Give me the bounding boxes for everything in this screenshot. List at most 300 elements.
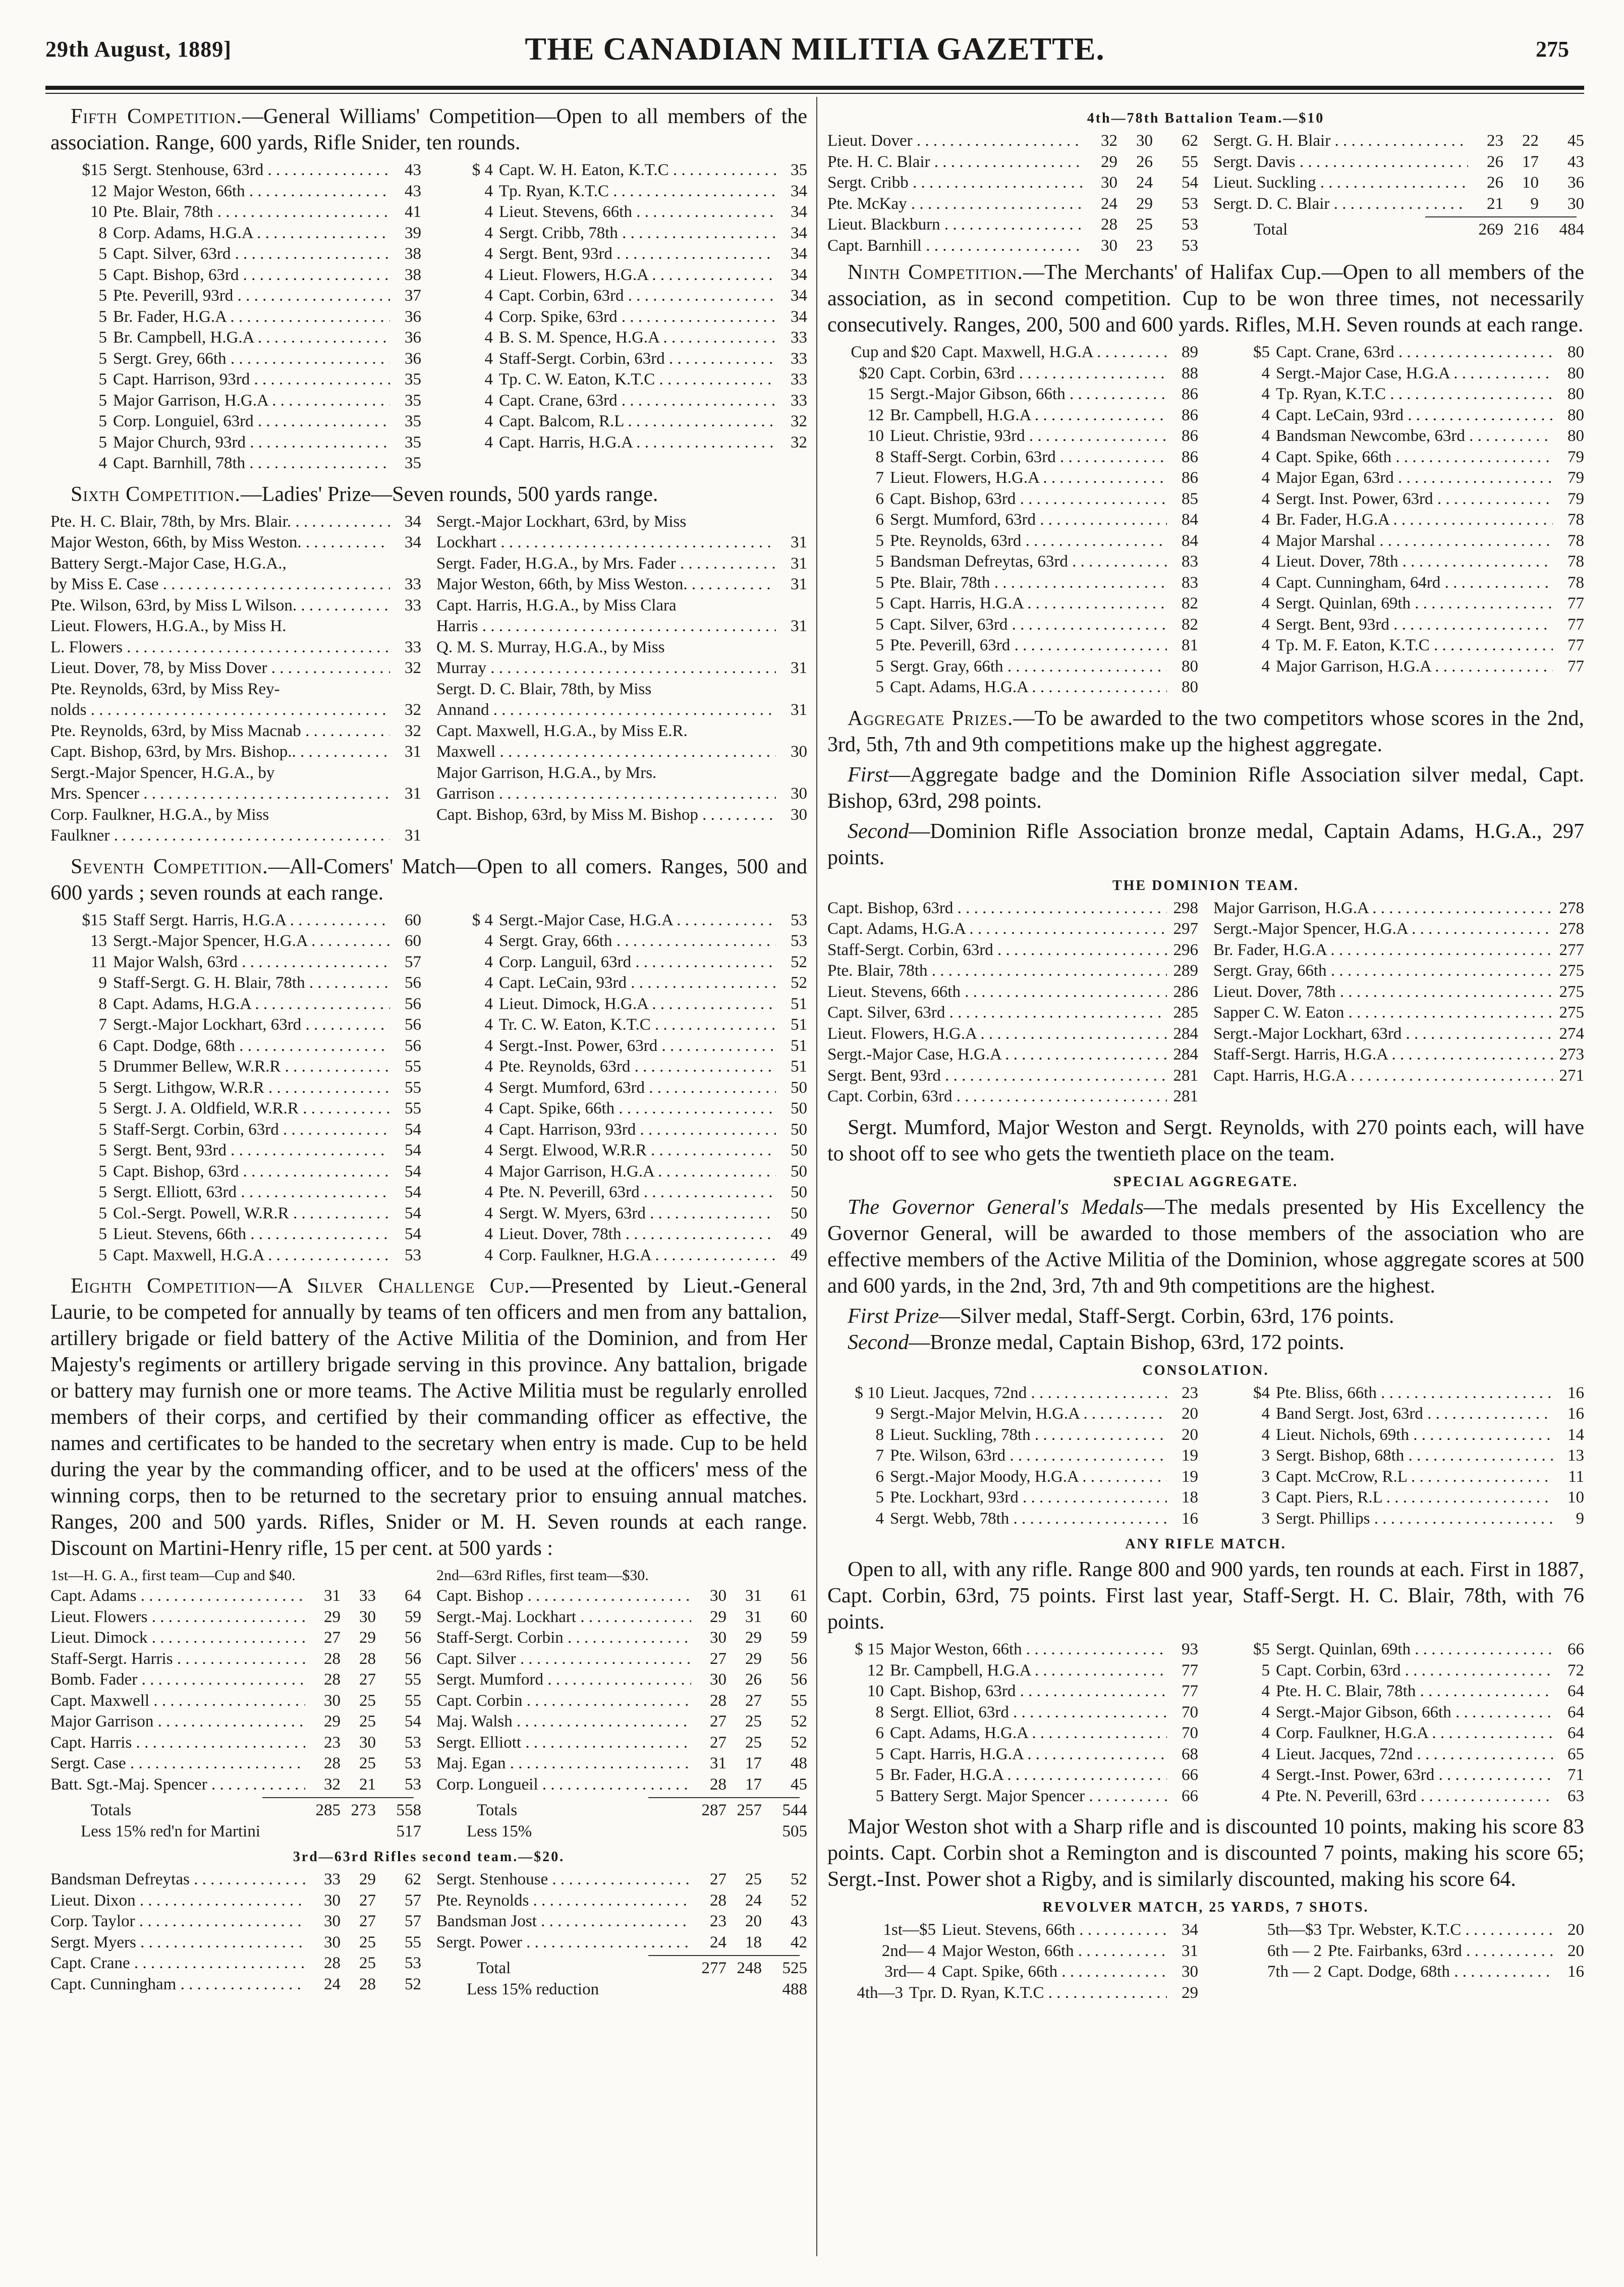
score-500-yards: 29 <box>745 1649 762 1668</box>
prize-amount: 3 <box>1261 1488 1270 1507</box>
result-row <box>1213 982 1584 1003</box>
team-hga-less: Less 15% red'n for Martini 517 <box>81 1822 421 1840</box>
prize-amount: 4 <box>484 1162 493 1181</box>
competitor-name: Major Garrison, H.G.A . . . <box>1276 656 1553 678</box>
prize-amount: 4 <box>1261 531 1270 550</box>
team-member-name: Lieut. Blackburn . . . <box>827 214 1082 236</box>
sixth-competition-intro: Sixth Competition.—Ladies' Prize—Seven rounds, 500 yards range. <box>71 482 658 506</box>
competitor-name: Tp. Ryan, K.T.C . . . <box>499 181 776 202</box>
score: 57 <box>405 953 421 971</box>
score: 66 <box>1567 1640 1584 1658</box>
result-row <box>50 1161 421 1183</box>
dominion-team-heading: THE DOMINION TEAM. <box>1112 877 1300 894</box>
score: 51 <box>791 1057 807 1076</box>
competitor-name: Capt. Adams, H.G.A . . . <box>890 677 1167 698</box>
prize-amount: 4 <box>484 391 493 410</box>
result-row <box>50 1669 421 1691</box>
result-row <box>1213 405 1584 426</box>
competitor-name: Sergt.-Major Lockhart, 63rd . . . <box>113 1015 390 1036</box>
score-500-yards: 28 <box>359 1975 376 1993</box>
fifth-results-right <box>436 160 807 474</box>
total-score: 55 <box>791 1691 807 1710</box>
result-row <box>50 1607 421 1628</box>
score: 30 <box>1182 1963 1198 1981</box>
score-500-yards: 27 <box>745 1691 762 1710</box>
competitor-name: Pte. N. Peverill, 63rd . . . <box>499 1182 776 1203</box>
score-200-yards: 29 <box>324 1712 341 1731</box>
prize-amount: 4 <box>484 224 493 242</box>
competitor-name: Lieut. Dover, 78, by Miss Dover . . . <box>50 658 390 679</box>
eighth-competition-intro: Eighth Competition—A Silver Challenge Cup.—Presented by Lieut.-General Laurie, to be competed for annually by teams of ten officers and men from any battalion, artillery brigade or field battery of the Active Militia of the Dominion, and from Her Majesty's regiments or artillery brigade serving in this province. Any battalion, brigade or battery may furnish one or more teams. The Active Militia must be regularly enrolled members of their corps, and certified by their commanding officer as effective, the names and certificates to be handed to the secretary when entry is made. Cup to be held during the year by the commanding officer, and to be used at the officers' mess of the winning corps, then to be returned to the secretary prior to ensuing annual matches. Ranges, 200 and 500 yards. Rifles, Snider or M. H. Seven rounds at each range. Discount on Martini-Henry rifle, 15 per cent. at 500 yards : <box>50 1274 807 1560</box>
total-score: 56 <box>405 1649 421 1668</box>
score: 33 <box>405 638 421 656</box>
total-score: 55 <box>405 1670 421 1689</box>
prize-amount: 4 <box>1261 615 1270 634</box>
result-row <box>436 658 807 679</box>
total-score: 55 <box>1182 152 1198 171</box>
score: 80 <box>1567 427 1584 445</box>
competitor-name: Capt. Bishop, 63rd . . . <box>827 898 1167 919</box>
result-row <box>436 637 807 658</box>
score-500-yards: 17 <box>1522 152 1539 171</box>
score: 14 <box>1567 1425 1584 1444</box>
prize-amount: 4 <box>1261 1682 1270 1700</box>
competitor-name: Bandsman Newcombe, 63rd . . . <box>1276 426 1553 447</box>
score: 77 <box>1567 636 1584 654</box>
team-member-name: Sergt. G. H. Blair . . . <box>1213 131 1468 152</box>
score: 296 <box>1173 940 1198 959</box>
result-row <box>827 1941 1198 1962</box>
score: 35 <box>405 412 421 430</box>
score: 33 <box>791 370 807 388</box>
result-row <box>827 961 1198 982</box>
competitor-name: Murray . . . <box>436 658 776 679</box>
result-row <box>1213 551 1584 573</box>
result-row <box>827 342 1198 363</box>
score: 50 <box>791 1120 807 1139</box>
score: 298 <box>1173 899 1198 917</box>
team-hga-heading: 1st—H. G. A., first team—Cup and $40. <box>50 1567 296 1584</box>
result-row <box>827 1066 1198 1087</box>
column-divider <box>816 97 817 2256</box>
score: 31 <box>791 617 807 635</box>
score: 54 <box>405 1225 421 1243</box>
prize-amount: 1st—$5 <box>883 1921 936 1939</box>
team-member-name: Sergt. Mumford . . . <box>436 1669 691 1691</box>
prize-amount: 5 <box>875 636 884 654</box>
result-row <box>436 1078 807 1099</box>
competitor-name: Capt. Bishop, 63rd . . . <box>113 265 390 286</box>
result-row <box>436 742 807 763</box>
result-row <box>50 1649 421 1670</box>
prize-amount: $20 <box>859 364 884 382</box>
score-200-yards: 26 <box>1487 152 1503 171</box>
result-row <box>436 1056 807 1078</box>
competitor-name: Sergt. Quinlan, 69th . . . <box>1276 593 1553 615</box>
result-row <box>1213 1962 1584 1983</box>
ninth-results-right <box>1213 342 1584 698</box>
competitor-name: Capt. Bishop, 63rd, by Miss M. Bishop . . . <box>436 805 776 826</box>
score: 39 <box>405 224 421 242</box>
result-row <box>827 1744 1198 1765</box>
score-200-yards: 32 <box>324 1775 341 1794</box>
result-row <box>50 973 421 994</box>
competitor-name: Pte. Reynolds, 63rd . . . <box>499 1056 776 1078</box>
result-row <box>50 1120 421 1141</box>
result-row <box>1213 468 1584 489</box>
competitor-name: Pte. H. C. Blair, 78th, by Mrs. Blair. . . . <box>50 512 390 533</box>
result-row <box>50 616 421 637</box>
result-row <box>50 391 421 412</box>
result-row <box>436 574 807 595</box>
result-row <box>1213 1920 1584 1941</box>
result-row <box>50 223 421 244</box>
score: 34 <box>791 307 807 326</box>
consolation-right <box>1213 1383 1584 1530</box>
prize-amount: 4 <box>1261 1425 1270 1444</box>
prize-amount: 6th — 2 <box>1267 1941 1322 1960</box>
score: 43 <box>405 182 421 200</box>
competitor-name: Br. Campbell, H.G.A . . . <box>890 405 1167 426</box>
score-200-yards: 27 <box>324 1629 341 1647</box>
eighth-teams <box>50 1566 807 1842</box>
result-row <box>50 1691 421 1712</box>
total-score: 43 <box>791 1912 807 1930</box>
team-63rd-second-right-rows <box>436 1869 807 1953</box>
score-200-yards: 28 <box>1101 215 1117 234</box>
result-row <box>50 1036 421 1057</box>
prize-amount: 4 <box>1261 1703 1270 1721</box>
score: 70 <box>1182 1703 1198 1721</box>
score: 32 <box>791 412 807 430</box>
competitor-name: Sergt.-Major Spencer, H.G.A., by <box>50 763 275 782</box>
competitor-name: Staff-Sergt. G. H. Blair, 78th . . . <box>113 973 390 994</box>
result-row <box>436 721 807 742</box>
score: 33 <box>405 596 421 615</box>
competitor-name: Pte. Blair, 78th . . . <box>890 573 1167 594</box>
result-row <box>50 1932 421 1954</box>
revolver-results <box>827 1920 1584 2003</box>
seventh-results <box>50 910 807 1266</box>
score: 83 <box>1182 552 1198 571</box>
score: 84 <box>1182 511 1198 529</box>
result-row <box>50 265 421 286</box>
competitor-name: Capt. Bishop, 63rd . . . <box>890 1681 1167 1702</box>
consolation-results <box>827 1383 1584 1530</box>
competitor-name: Capt. Spike, 66th . . . <box>942 1962 1167 1983</box>
score: 51 <box>791 994 807 1013</box>
result-row <box>50 1015 421 1036</box>
competitor-name: Corp. Spike, 63rd . . . <box>499 307 776 328</box>
prize-amount: 12 <box>90 182 107 200</box>
result-row <box>827 1467 1198 1488</box>
competitor-name: Capt. Maxwell, H.G.A., by Miss E.R. <box>436 721 688 740</box>
competitor-name: Pte. Fairbanks, 63rd . . . <box>1328 1941 1553 1962</box>
score: 72 <box>1567 1661 1584 1680</box>
score: 16 <box>1567 1383 1584 1402</box>
result-row <box>436 1607 807 1628</box>
competitor-name: Tp. C. W. Eaton, K.T.C . . . <box>499 369 776 391</box>
competitor-name: Capt. Corbin, 63rd . . . <box>1276 1660 1553 1682</box>
prize-amount: 4 <box>1261 385 1270 403</box>
result-row <box>50 160 421 181</box>
prize-amount: 5 <box>875 594 884 612</box>
competitor-name: Sergt.-Major Moody, H.G.A . . . <box>890 1467 1167 1488</box>
result-row <box>827 1639 1198 1660</box>
score: 10 <box>1567 1488 1584 1507</box>
competitor-name: Sergt. Cribb, 78th . . . <box>499 223 776 244</box>
competitor-name: Sergt. D. C. Blair, 78th, by Miss <box>436 680 652 698</box>
result-row <box>436 784 807 805</box>
score: 18 <box>1182 1488 1198 1507</box>
total-score: 62 <box>405 1870 421 1888</box>
competitor-name: Major Weston, 66th, by Miss Weston. . . . <box>50 532 390 553</box>
competitor-name: Capt. Barnhill, 78th . . . <box>113 453 390 474</box>
issue-date: 29th August, 1889] <box>45 37 232 62</box>
competitor-name: Corp. Adams, H.G.A . . . <box>113 223 390 244</box>
team-member-name: Pte. McKay . . . <box>827 194 1082 215</box>
score: 289 <box>1173 962 1198 980</box>
score: 35 <box>405 433 421 452</box>
result-row <box>436 973 807 994</box>
total-score: 57 <box>405 1891 421 1910</box>
competitor-name: Maxwell . . . <box>436 742 776 763</box>
score-200-yards: 29 <box>1101 152 1117 171</box>
competitor-name: Br. Fader, H.G.A . . . <box>113 307 390 328</box>
competitor-name: Capt. Adams, H.G.A . . . <box>890 1723 1167 1744</box>
competitor-name: Corp. Languil, 63rd . . . <box>499 952 776 973</box>
team-member-name: Lieut. Dixon . . . <box>50 1890 305 1912</box>
result-row <box>50 202 421 223</box>
competitor-name: Tp. Ryan, K.T.C . . . <box>1276 384 1553 405</box>
score-200-yards: 30 <box>324 1912 341 1930</box>
competitor-name: Capt. LeCain, 93rd . . . <box>499 973 776 994</box>
result-row <box>436 553 807 575</box>
ninth-results-left <box>827 342 1198 698</box>
score-500-yards: 29 <box>745 1629 762 1647</box>
score: 66 <box>1182 1787 1198 1805</box>
score: 19 <box>1182 1446 1198 1465</box>
score: 275 <box>1559 982 1584 1001</box>
score: 50 <box>791 1141 807 1159</box>
score: 34 <box>791 224 807 242</box>
team-member-name: Lieut. Flowers . . . <box>50 1607 305 1628</box>
team-member-name: Staff-Sergt. Corbin . . . <box>436 1628 691 1649</box>
score: 86 <box>1182 385 1198 403</box>
score: 77 <box>1567 594 1584 612</box>
prize-amount: 4 <box>1261 573 1270 592</box>
special-first-prize: First Prize—Silver medal, Staff-Sergt. Corbin, 63rd, 176 points. <box>848 1304 1394 1328</box>
competitor-name: Sergt. Gray, 66th . . . <box>499 931 776 952</box>
result-row <box>436 160 807 181</box>
score-500-yards: 30 <box>1136 132 1153 150</box>
prize-amount: 7 <box>98 1016 107 1034</box>
prize-amount: 4 <box>1261 552 1270 571</box>
competitor-name: Br. Campbell, H.G.A . . . <box>890 1660 1167 1682</box>
score: 79 <box>1567 489 1584 508</box>
result-row <box>436 994 807 1015</box>
score: 31 <box>405 826 421 845</box>
competitor-name: Lieut. Dover, 78th . . . <box>1213 982 1553 1003</box>
competitor-name: Sergt. Mumford, 63rd . . . <box>890 510 1167 531</box>
prize-amount: 4 <box>1261 1787 1270 1805</box>
score-200-yards: 28 <box>710 1775 726 1794</box>
result-row <box>827 1002 1198 1024</box>
score: 31 <box>791 575 807 593</box>
score-200-yards: 30 <box>710 1587 726 1605</box>
score: 77 <box>1567 657 1584 676</box>
prize-amount: 8 <box>875 448 884 466</box>
team-78th-left <box>827 131 1198 256</box>
competitor-name: Capt. Cunningham, 64rd . . . <box>1276 573 1553 594</box>
total-score: 53 <box>405 1954 421 1972</box>
score: 285 <box>1173 1003 1198 1022</box>
competitor-name: Major Garrison, H.G.A., by Mrs. <box>436 763 657 782</box>
team-63rd-second-left <box>50 1869 421 2000</box>
result-row <box>827 489 1198 510</box>
team-member-name: Batt. Sgt.-Maj. Spencer . . . <box>50 1774 305 1796</box>
result-row <box>50 1774 421 1796</box>
prize-amount: 5 <box>98 1099 107 1118</box>
competitor-name: Corp. Faulkner, H.G.A . . . <box>499 1245 776 1266</box>
prize-amount: $15 <box>82 161 107 179</box>
score-500-yards: 27 <box>359 1891 376 1910</box>
team-63rd-heading: 2nd—63rd Rifles, first team—$30. <box>436 1567 649 1584</box>
prize-amount: 4 <box>484 412 493 430</box>
score: 85 <box>1182 489 1198 508</box>
competitor-name: Pte. Blair, 78th . . . <box>113 202 390 223</box>
score-500-yards: 30 <box>359 1733 376 1752</box>
prize-amount: 4 <box>1261 489 1270 508</box>
special-aggregate-heading: SPECIAL AGGREGATE. <box>1113 1174 1299 1190</box>
seventh-competition-intro: Seventh Competition.—All-Comers' Match—Open to all comers. Ranges, 500 and 600 yards ; seven rounds at each range. <box>50 855 807 905</box>
prize-amount: 5 <box>875 1766 884 1784</box>
result-row <box>436 1890 807 1912</box>
score: 78 <box>1567 552 1584 571</box>
right-column <box>827 103 1584 2011</box>
competitor-name: Sergt. Phillips . . . <box>1276 1509 1553 1530</box>
fifth-results <box>50 160 807 474</box>
competitor-name: Sergt.-Major Case, H.G.A . . . <box>827 1044 1167 1066</box>
total-score: 57 <box>405 1912 421 1930</box>
competitor-name: by Miss E. Case . . . <box>50 574 390 595</box>
competitor-name: Capt. Corbin, 63rd . . . <box>890 363 1167 384</box>
total-rule <box>648 1797 800 1798</box>
result-row <box>50 553 421 575</box>
score: 32 <box>791 433 807 452</box>
competitor-name: Sergt.-Major Gibson, 66th . . . <box>1276 1702 1553 1723</box>
total-score: 43 <box>1567 152 1584 171</box>
competitor-name: Harris . . . <box>436 616 776 637</box>
score-500-yards: 30 <box>359 1607 376 1626</box>
team-63rd-totals: Totals 287 257 544 <box>477 1801 807 1819</box>
result-row <box>436 349 807 370</box>
score: 84 <box>1182 531 1198 550</box>
score-200-yards: 29 <box>324 1607 341 1626</box>
result-row <box>1213 1744 1584 1765</box>
result-row <box>827 1086 1198 1107</box>
competitor-name: Sergt. Gray, 66th . . . <box>890 656 1167 678</box>
competitor-name: Pte. Reynolds, 63rd . . . <box>890 531 1167 552</box>
prize-amount: 4 <box>484 932 493 950</box>
result-row <box>436 512 807 533</box>
prize-amount: 4th—3 <box>857 1983 903 2002</box>
score: 38 <box>405 265 421 284</box>
score-500-yards: 25 <box>359 1954 376 1972</box>
score: 86 <box>1182 448 1198 466</box>
any-rifle-results <box>827 1639 1584 1807</box>
score: 88 <box>1182 364 1198 382</box>
score: 20 <box>1182 1425 1198 1444</box>
prize-amount: 5 <box>98 1204 107 1222</box>
result-row <box>827 1723 1198 1744</box>
score-500-yards: 27 <box>359 1912 376 1930</box>
team-hga <box>50 1566 421 1842</box>
result-row <box>827 363 1198 384</box>
score: 275 <box>1559 962 1584 980</box>
aggregate-second: Second—Dominion Rifle Association bronze medal, Captain Adams, H.G.A., 297 points. <box>827 819 1584 869</box>
competitor-name: Capt. Corbin, 63rd . . . <box>827 1086 1167 1107</box>
prize-amount: $5 <box>1253 343 1270 361</box>
result-row <box>50 574 421 595</box>
competitor-name: Capt. Maxwell, H.G.A . . . <box>942 342 1167 363</box>
score: 20 <box>1182 1405 1198 1423</box>
prize-amount: 4 <box>484 370 493 388</box>
competitor-name: Major Garrison, H.G.A . . . <box>499 1161 776 1183</box>
score: 53 <box>791 911 807 929</box>
competitor-name: Capt. Balcom, R.L . . . <box>499 411 776 432</box>
score-500-yards: 29 <box>359 1629 376 1647</box>
team-63rd-rows <box>436 1586 807 1795</box>
team-member-name: Sergt. Case . . . <box>50 1753 305 1774</box>
competitor-name: Sergt. Elliot, 63rd . . . <box>890 1702 1167 1723</box>
result-row <box>827 656 1198 678</box>
result-row <box>436 202 807 223</box>
competitor-name: Capt. Harrison, 93rd . . . <box>113 369 390 391</box>
score: 34 <box>791 182 807 200</box>
competitor-name: Corp. Longuiel, 63rd . . . <box>113 411 390 432</box>
score-200-yards: 28 <box>324 1670 341 1689</box>
prize-amount: 5 <box>98 1078 107 1097</box>
result-row <box>827 1383 1198 1404</box>
result-row <box>827 1044 1198 1066</box>
total-score: 42 <box>791 1933 807 1951</box>
prize-amount: 3rd— 4 <box>884 1963 936 1981</box>
score-500-yards: 22 <box>1522 132 1539 150</box>
result-row <box>50 784 421 805</box>
competitor-name: Lieut. Christie, 93rd . . . <box>890 426 1167 447</box>
prize-amount: $15 <box>82 911 107 929</box>
prize-amount: 13 <box>90 932 107 950</box>
score: 43 <box>405 161 421 179</box>
competitor-name: Capt. LeCain, 93rd . . . <box>1276 405 1553 426</box>
result-row <box>436 1140 807 1161</box>
score: 82 <box>1182 594 1198 612</box>
result-row <box>1213 1681 1584 1702</box>
score: 33 <box>791 328 807 347</box>
result-row <box>50 1911 421 1932</box>
result-row <box>1213 152 1584 173</box>
competitor-name: Br. Fader, H.G.A . . . <box>1213 940 1553 961</box>
result-row <box>1213 1765 1584 1786</box>
result-row <box>827 1445 1198 1467</box>
team-member-name: Sergt. Myers . . . <box>50 1932 305 1954</box>
team-63rd-second <box>50 1869 807 2000</box>
score: 54 <box>405 1204 421 1222</box>
prize-amount: 4 <box>484 1099 493 1118</box>
competitor-name: Major Church, 93rd . . . <box>113 432 390 454</box>
total-score: 52 <box>791 1712 807 1731</box>
